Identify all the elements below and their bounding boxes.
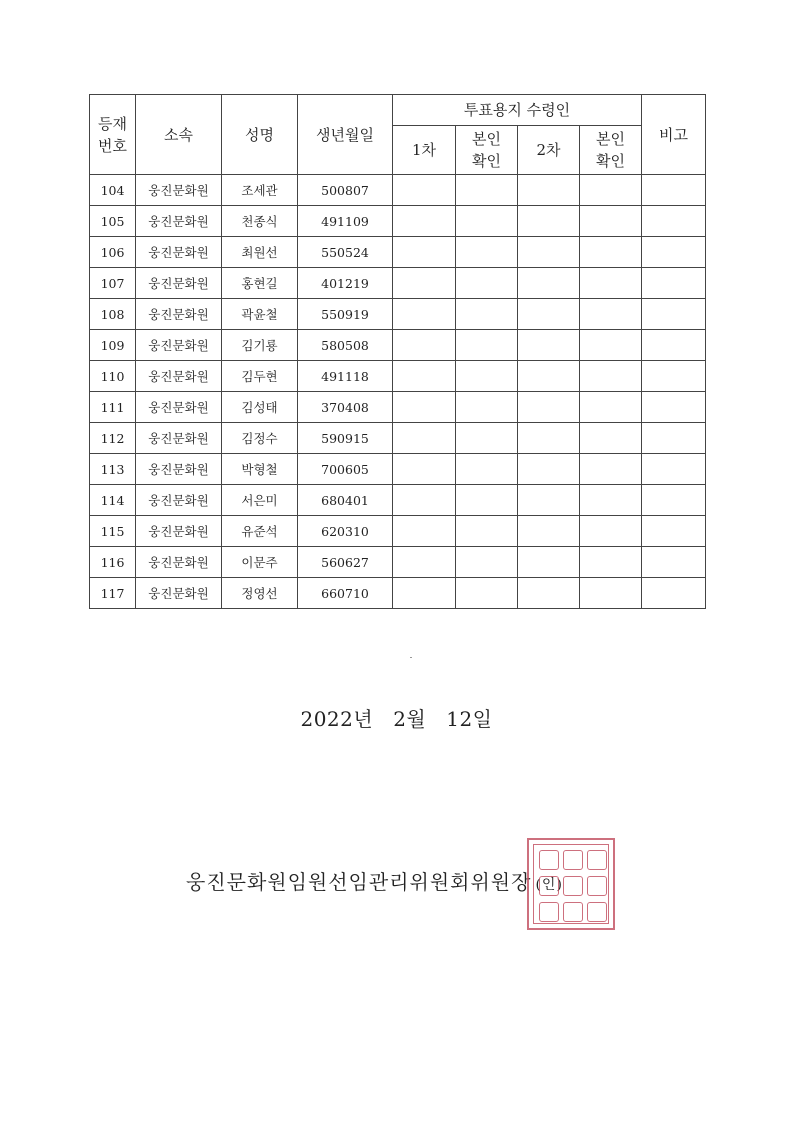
remarks-cell [642,361,706,392]
self-check-2-cell [580,361,642,392]
reg-no-cell: 116 [90,547,136,578]
remarks-cell [642,392,706,423]
first-round-cell [393,516,456,547]
first-round-cell [393,578,456,609]
self-check-2-cell [580,237,642,268]
first-round-cell [393,175,456,206]
affiliation-cell: 웅진문화원 [136,423,222,454]
header-self-check-2: 본인 확인 [580,126,642,175]
name-cell: 유준석 [222,516,298,547]
first-round-cell [393,423,456,454]
affiliation-cell: 웅진문화원 [136,299,222,330]
affiliation-cell: 웅진문화원 [136,485,222,516]
first-round-cell [393,361,456,392]
date-year: 2022년 [300,707,374,731]
birth-date-cell: 590915 [298,423,393,454]
birth-date-cell: 550919 [298,299,393,330]
name-cell: 천종식 [222,206,298,237]
self-check-2-cell [580,268,642,299]
table-row [90,454,706,485]
second-round-cell [518,392,580,423]
birth-date-cell: 620310 [298,516,393,547]
reg-no-cell: 105 [90,206,136,237]
header-remarks: 비고 [642,95,706,175]
name-cell: 김성태 [222,392,298,423]
self-check-1-cell [456,299,518,330]
header-name: 성명 [222,95,298,175]
remarks-cell [642,485,706,516]
self-check-2-cell [580,206,642,237]
reg-no-cell: 114 [90,485,136,516]
self-check-2-cell [580,392,642,423]
self-check-1-cell [456,361,518,392]
remarks-cell [642,330,706,361]
official-seal-stamp [527,838,615,930]
second-round-cell [518,516,580,547]
remarks-cell [642,237,706,268]
header-first-round: 1차 [393,126,456,175]
self-check-1-cell [456,237,518,268]
self-check-1-cell [456,454,518,485]
reg-no-cell: 117 [90,578,136,609]
affiliation-cell: 웅진문화원 [136,361,222,392]
table-row [90,547,706,578]
self-check-1-cell [456,578,518,609]
name-cell: 조세관 [222,175,298,206]
affiliation-cell: 웅진문화원 [136,516,222,547]
reg-no-cell: 108 [90,299,136,330]
name-cell: 김기룡 [222,330,298,361]
reg-no-cell: 104 [90,175,136,206]
table-row [90,423,706,454]
table-row [90,330,706,361]
self-check-2-cell [580,578,642,609]
second-round-cell [518,423,580,454]
second-round-cell [518,485,580,516]
header-affiliation: 소속 [136,95,222,175]
name-cell: 김두현 [222,361,298,392]
affiliation-cell: 웅진문화원 [136,547,222,578]
second-round-cell [518,206,580,237]
reg-no-cell: 113 [90,454,136,485]
first-round-cell [393,237,456,268]
first-round-cell [393,454,456,485]
remarks-cell [642,268,706,299]
table-row [90,578,706,609]
table-row [90,485,706,516]
reg-no-cell: 112 [90,423,136,454]
birth-date-cell: 700605 [298,454,393,485]
birth-date-cell: 680401 [298,485,393,516]
first-round-cell [393,268,456,299]
second-round-cell [518,547,580,578]
birth-date-cell: 491109 [298,206,393,237]
birth-date-cell: 660710 [298,578,393,609]
remarks-cell [642,423,706,454]
scan-speck [410,657,412,658]
date-day: 12일 [446,707,493,731]
birth-date-cell: 500807 [298,175,393,206]
self-check-2-cell [580,454,642,485]
date-month: 2월 [393,707,427,731]
seal-mark: (인) [535,877,563,893]
name-cell: 정영선 [222,578,298,609]
self-check-2-cell [580,330,642,361]
self-check-2-cell [580,516,642,547]
remarks-cell [642,206,706,237]
affiliation-cell: 웅진문화원 [136,578,222,609]
affiliation-cell: 웅진문화원 [136,206,222,237]
name-cell: 곽윤철 [222,299,298,330]
table-row [90,206,706,237]
second-round-cell [518,330,580,361]
reg-no-cell: 111 [90,392,136,423]
self-check-1-cell [456,547,518,578]
first-round-cell [393,485,456,516]
table-row [90,361,706,392]
table-row [90,175,706,206]
name-cell: 김정수 [222,423,298,454]
table-row [90,268,706,299]
table-row [90,516,706,547]
birth-date-cell: 370408 [298,392,393,423]
remarks-cell [642,547,706,578]
reg-no-cell: 115 [90,516,136,547]
name-cell: 홍현길 [222,268,298,299]
name-cell: 박형철 [222,454,298,485]
affiliation-cell: 웅진문화원 [136,237,222,268]
remarks-cell [642,454,706,485]
birth-date-cell: 491118 [298,361,393,392]
name-cell: 최원선 [222,237,298,268]
birth-date-cell: 550524 [298,237,393,268]
document-date [0,703,793,732]
self-check-1-cell [456,268,518,299]
self-check-2-cell [580,485,642,516]
affiliation-cell: 웅진문화원 [136,268,222,299]
header-ballot-recipient: 투표용지 수령인 [393,95,642,126]
self-check-2-cell [580,423,642,454]
self-check-2-cell [580,299,642,330]
birth-date-cell: 580508 [298,330,393,361]
voter-roster-table [89,94,706,609]
reg-no-cell: 106 [90,237,136,268]
affiliation-cell: 웅진문화원 [136,330,222,361]
reg-no-cell: 110 [90,361,136,392]
name-cell: 서은미 [222,485,298,516]
first-round-cell [393,206,456,237]
name-cell: 이문주 [222,547,298,578]
self-check-1-cell [456,175,518,206]
affiliation-cell: 웅진문화원 [136,392,222,423]
header-birth-date: 생년월일 [298,95,393,175]
reg-no-cell: 109 [90,330,136,361]
self-check-1-cell [456,485,518,516]
birth-date-cell: 401219 [298,268,393,299]
header-self-check-1: 본인 확인 [456,126,518,175]
affiliation-cell: 웅진문화원 [136,454,222,485]
remarks-cell [642,299,706,330]
affiliation-cell: 웅진문화원 [136,175,222,206]
self-check-1-cell [456,330,518,361]
first-round-cell [393,299,456,330]
second-round-cell [518,578,580,609]
birth-date-cell: 560627 [298,547,393,578]
self-check-1-cell [456,423,518,454]
signatory-title: 웅진문화원임원선임관리위원회위원장 [186,870,532,894]
table-row [90,299,706,330]
remarks-cell [642,175,706,206]
self-check-1-cell [456,392,518,423]
self-check-1-cell [456,516,518,547]
second-round-cell [518,299,580,330]
reg-no-cell: 107 [90,268,136,299]
remarks-cell [642,516,706,547]
first-round-cell [393,392,456,423]
first-round-cell [393,330,456,361]
roster-body [90,175,706,609]
self-check-1-cell [456,206,518,237]
table-row [90,392,706,423]
self-check-2-cell [580,547,642,578]
header-reg-no: 등재 번호 [90,95,136,175]
second-round-cell [518,268,580,299]
second-round-cell [518,361,580,392]
self-check-2-cell [580,175,642,206]
table-row [90,237,706,268]
second-round-cell [518,237,580,268]
second-round-cell [518,175,580,206]
second-round-cell [518,454,580,485]
header-second-round: 2차 [518,126,580,175]
remarks-cell [642,578,706,609]
first-round-cell [393,547,456,578]
signature-line [186,866,563,895]
